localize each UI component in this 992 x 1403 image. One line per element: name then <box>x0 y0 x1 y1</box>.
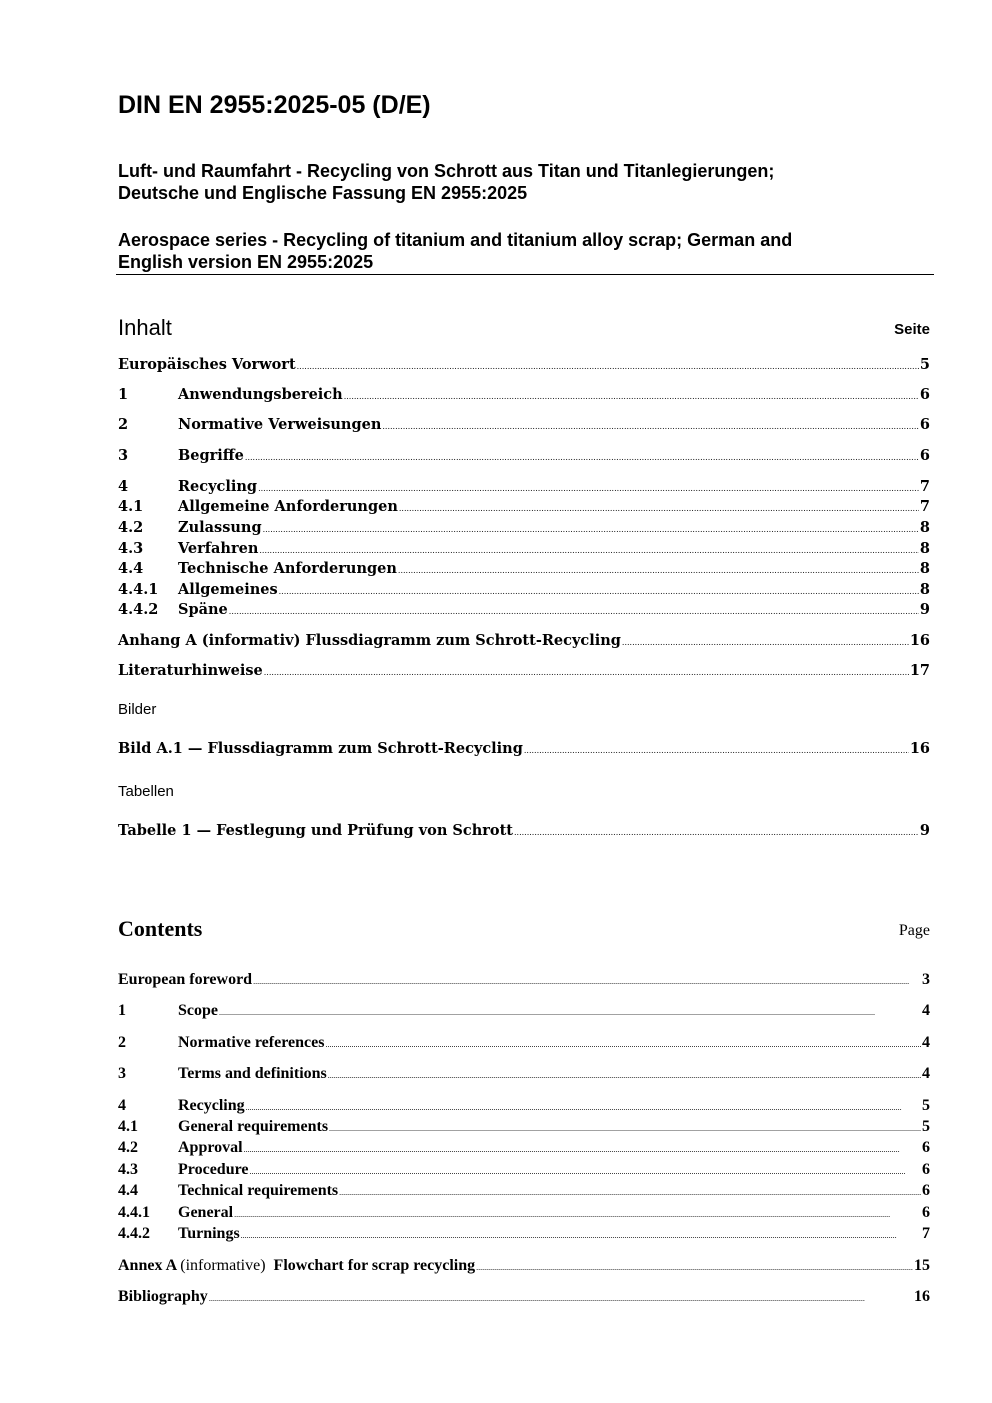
toc-entry-number: 2 <box>118 416 129 433</box>
toc-entry-number: 2 <box>118 1034 126 1051</box>
toc-en-entry[interactable] <box>118 1256 930 1276</box>
toc-de-entry[interactable] <box>118 580 930 600</box>
toc-entry-page: 6 <box>922 1161 930 1178</box>
toc-entry-text: Turnings <box>178 1225 240 1242</box>
toc-entry-page: 5 <box>919 356 930 373</box>
toc-leader-dots <box>297 355 919 377</box>
toc-leader-dots <box>325 1033 921 1055</box>
toc-leader-dots <box>329 1117 921 1139</box>
toc-leader-dots <box>263 518 919 540</box>
toc-entry-page: 16 <box>914 1288 930 1305</box>
toc-de-entry[interactable] <box>118 600 930 620</box>
toc-leader-dots <box>264 661 909 683</box>
toc-entry-text: Bibliography <box>118 1288 208 1305</box>
toc-en-entry[interactable] <box>118 1096 930 1116</box>
toc-entry-page: 7 <box>919 478 930 495</box>
toc-entry-number: 1 <box>118 1002 126 1019</box>
toc-de-entry[interactable] <box>118 518 930 538</box>
toc-entry-text: Scope <box>178 1002 218 1019</box>
toc-leader-dots <box>622 631 909 653</box>
toc-entry-text: Allgemeines <box>178 581 278 598</box>
toc-de-table-entry[interactable] <box>118 821 930 841</box>
toc-leader-dots <box>258 477 919 499</box>
toc-entry-page: 9 <box>919 601 930 618</box>
toc-entry-text: Approval <box>178 1139 243 1156</box>
toc-leader-dots <box>339 1181 921 1203</box>
toc-entry-number: 1 <box>118 386 129 403</box>
toc-entry-page: 15 <box>914 1257 930 1274</box>
toc-en-entry[interactable] <box>118 1117 930 1137</box>
toc-en-entry[interactable] <box>118 1138 930 1158</box>
toc-entry-text: Anhang A (informativ) Flussdiagramm zum Schrott-Recycling <box>118 632 621 649</box>
toc-entry-text: General requirements <box>178 1118 329 1135</box>
toc-entry-number: 4.1 <box>118 498 144 515</box>
toc-entry-page: 16 <box>909 740 930 757</box>
toc-leader-dots <box>241 1224 921 1246</box>
toc-entry-page: 4 <box>922 1002 930 1019</box>
toc-de-entry[interactable] <box>118 559 930 579</box>
toc-de-entry[interactable] <box>118 355 930 375</box>
toc-entry-text: Annex A (informative) Flowchart for scrap recycling <box>118 1257 476 1274</box>
toc-entry-page: 7 <box>922 1225 930 1242</box>
toc-entry-text: Zulassung <box>178 519 262 536</box>
toc-leader-dots <box>279 580 919 602</box>
toc-entry-text: Terms and definitions <box>178 1065 327 1082</box>
toc-de-entry[interactable] <box>118 477 930 497</box>
toc-en-entry[interactable] <box>118 1064 930 1084</box>
toc-leader-dots <box>399 497 919 519</box>
toc-entry-number: 4.1 <box>118 1118 138 1135</box>
toc-entry-number: 4.4 <box>118 1182 138 1199</box>
toc-de-entry[interactable] <box>118 539 930 559</box>
toc-leader-dots <box>514 821 919 843</box>
toc-entry-page: 6 <box>919 386 930 403</box>
toc-entry-text: Allgemeine Anforderungen <box>178 498 398 515</box>
toc-leader-dots <box>229 600 919 622</box>
toc-de-figure-entry[interactable] <box>118 739 930 759</box>
toc-en-entry[interactable] <box>118 1033 930 1053</box>
toc-entry-number: 4.3 <box>118 540 144 557</box>
title-german <box>118 160 774 204</box>
toc-entry-text: Technical requirements <box>178 1182 339 1199</box>
toc-entry-text: Anwendungsbereich <box>178 386 343 403</box>
toc-entry-number: 4 <box>118 478 129 495</box>
toc-leader-dots <box>382 415 919 437</box>
toc-entry-text: Normative Verweisungen <box>178 416 382 433</box>
toc-entry-page: 6 <box>922 1204 930 1221</box>
toc-entry-number: 4.2 <box>118 519 144 536</box>
toc-de-entry[interactable] <box>118 446 930 466</box>
toc-leader-dots <box>398 559 919 581</box>
toc-entry-page: 9 <box>919 822 930 839</box>
toc-entry-page: 6 <box>922 1182 930 1199</box>
toc-de-page-label: Seite <box>894 321 930 338</box>
toc-entry-text: Technische Anforderungen <box>178 560 397 577</box>
toc-en-entry[interactable] <box>118 1160 930 1180</box>
toc-leader-dots <box>244 1138 921 1160</box>
toc-entry-text: Europäisches Vorwort <box>118 356 296 373</box>
toc-en-heading: Contents <box>118 916 203 941</box>
toc-entry-page: 8 <box>919 519 930 536</box>
title-german-line-2: Deutsche und Englische Fassung EN 2955:2025 <box>118 183 528 203</box>
toc-entry-text: Normative references <box>178 1034 325 1051</box>
toc-entry-text: Recycling <box>178 478 258 495</box>
toc-entry-page: 8 <box>919 581 930 598</box>
toc-entry-text: Bild A.1 — Flussdiagramm zum Schrott-Recycling <box>118 740 523 757</box>
toc-entry-number: 4 <box>118 1097 126 1114</box>
figures-label: Bilder <box>118 701 157 718</box>
toc-entry-page: 6 <box>919 447 930 464</box>
toc-de-entry[interactable] <box>118 415 930 435</box>
toc-entry-page: 4 <box>922 1065 930 1082</box>
toc-entry-text: Späne <box>178 601 228 618</box>
toc-leader-dots <box>328 1064 921 1086</box>
toc-entry-page: 17 <box>909 662 930 679</box>
toc-entry-page: 3 <box>922 971 930 988</box>
toc-en-page-label: Page <box>898 922 930 939</box>
toc-en-entry[interactable] <box>118 1001 930 1021</box>
toc-entry-number: 4.4.1 <box>118 1204 150 1221</box>
toc-entry-text: European foreword <box>118 971 253 988</box>
toc-leader-dots <box>250 1160 922 1182</box>
toc-entry-page: 5 <box>922 1097 930 1114</box>
toc-entry-text: Tabelle 1 — Festlegung und Prüfung von Schrott <box>118 822 513 839</box>
toc-leader-dots <box>476 1256 913 1278</box>
toc-entry-number: 3 <box>118 1065 126 1082</box>
toc-en-entry[interactable] <box>118 1287 930 1307</box>
title-english <box>118 229 792 273</box>
title-english-line-1: Aerospace series - Recycling of titanium and titanium alloy scrap; German and <box>118 230 793 250</box>
toc-entry-text: Begriffe <box>178 447 244 464</box>
toc-entry-number: 4.2 <box>118 1139 138 1156</box>
toc-entry-page: 8 <box>919 540 930 557</box>
toc-entry-page: 6 <box>919 416 930 433</box>
toc-entry-text: Procedure <box>178 1161 249 1178</box>
toc-leader-dots <box>524 739 909 761</box>
tables-label: Tabellen <box>118 783 174 800</box>
toc-entry-page: 6 <box>922 1139 930 1156</box>
toc-entry-page: 16 <box>909 632 930 649</box>
toc-entry-page: 5 <box>922 1118 930 1135</box>
toc-de-entry[interactable] <box>118 497 930 517</box>
toc-de-entry[interactable] <box>118 385 930 405</box>
toc-entry-text: Recycling <box>178 1097 245 1114</box>
toc-en-entry[interactable] <box>118 1181 930 1201</box>
toc-entry-page: 7 <box>919 498 930 515</box>
toc-entry-number: 4.3 <box>118 1161 138 1178</box>
toc-leader-dots <box>259 539 919 561</box>
toc-leader-dots <box>245 446 919 468</box>
toc-entry-page: 8 <box>919 560 930 577</box>
toc-entry-text: Literaturhinweise <box>118 662 263 679</box>
toc-entry-number: 4.4.2 <box>118 1225 150 1242</box>
document-id: DIN EN 2955:2025-05 (D/E) <box>118 91 431 119</box>
toc-entry-number: 4.4 <box>118 560 144 577</box>
toc-de-entry[interactable] <box>118 631 930 651</box>
toc-leader-dots <box>246 1096 921 1118</box>
toc-entry-number: 4.4.2 <box>118 601 159 618</box>
toc-en-entry[interactable] <box>118 1224 930 1244</box>
title-english-line-2: English version EN 2955:2025 <box>118 252 374 272</box>
toc-en-entry[interactable] <box>118 970 930 990</box>
toc-entry-page: 4 <box>922 1034 930 1051</box>
toc-en-entry[interactable] <box>118 1203 930 1223</box>
toc-entry-number: 4.4.1 <box>118 581 159 598</box>
toc-leader-dots <box>209 1287 913 1309</box>
toc-entry-text: Verfahren <box>178 540 259 557</box>
toc-leader-dots <box>344 385 919 407</box>
toc-de-heading: Inhalt <box>118 315 172 340</box>
toc-entry-text: General <box>178 1204 234 1221</box>
toc-leader-dots <box>253 970 921 992</box>
toc-leader-dots <box>234 1203 921 1225</box>
title-divider <box>116 274 934 275</box>
toc-de-entry[interactable] <box>118 661 930 681</box>
toc-entry-number: 3 <box>118 447 129 464</box>
title-german-line-1: Luft- und Raumfahrt - Recycling von Schrott aus Titan und Titanlegierungen; <box>118 161 775 181</box>
toc-leader-dots <box>219 1001 921 1023</box>
